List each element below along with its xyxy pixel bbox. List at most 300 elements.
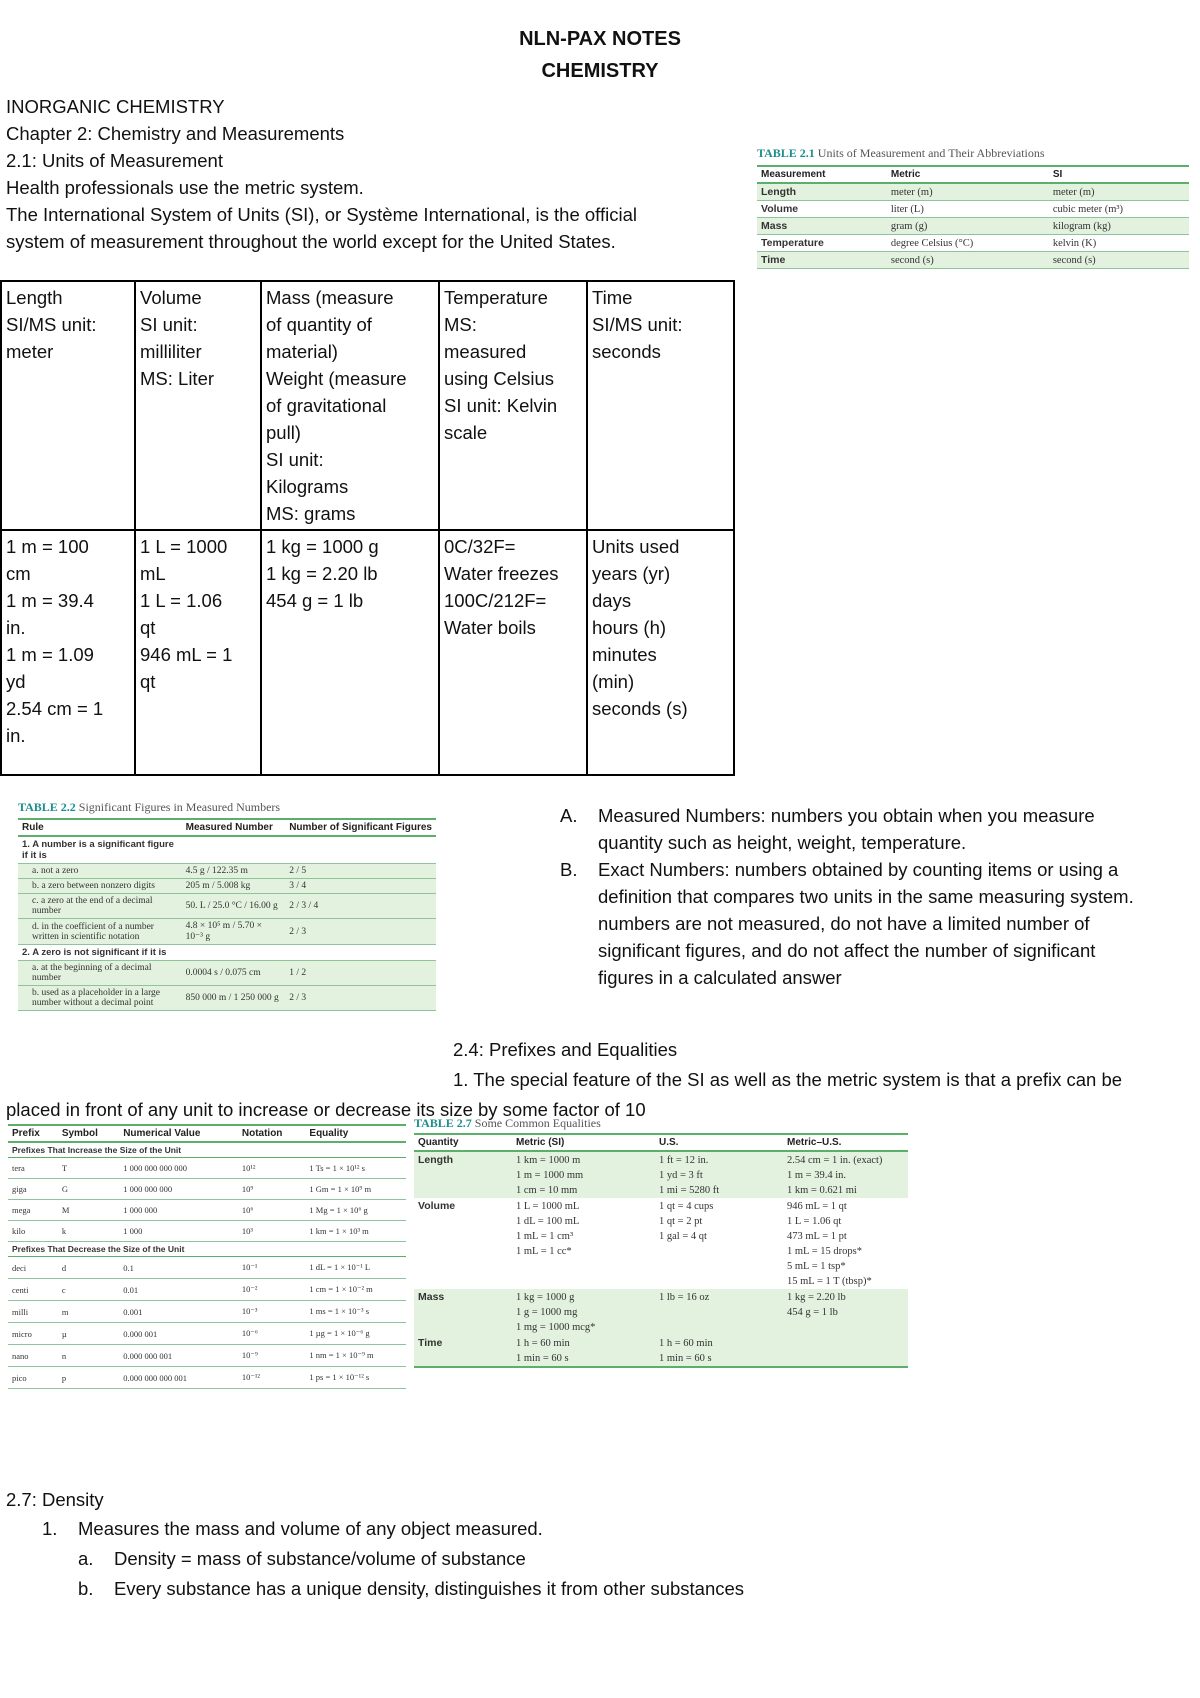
table-cell xyxy=(655,1244,783,1259)
table-row xyxy=(8,1200,406,1221)
table-cell: centi xyxy=(8,1279,58,1301)
table-cell: 3 / 4 xyxy=(285,879,436,894)
table-cell xyxy=(414,1229,512,1244)
density-heading: 2.7: Density xyxy=(6,1489,104,1510)
table-row xyxy=(414,1151,908,1168)
units-cell xyxy=(439,530,587,775)
list-marker: A. xyxy=(560,805,578,826)
cell-line: Time xyxy=(592,287,633,308)
table-cell: 10⁻⁹ xyxy=(238,1345,306,1367)
table-row xyxy=(414,1335,908,1351)
table-cell: 1 h = 60 min xyxy=(655,1335,783,1351)
table-cell: 4.5 g / 122.35 m xyxy=(182,864,286,879)
table-cell: c. a zero at the end of a decimal number xyxy=(18,894,182,919)
cell-line: Length xyxy=(6,287,63,308)
table-cell: 1 Mg = 1 × 10⁶ g xyxy=(305,1200,406,1221)
table-cell: µ xyxy=(58,1323,119,1345)
table-cell: meter (m) xyxy=(887,183,1049,201)
table-2-2 xyxy=(18,800,436,1011)
table-cell xyxy=(783,1351,908,1367)
table-header: Prefix xyxy=(8,1125,58,1142)
table-cell: 2 / 3 xyxy=(285,986,436,1011)
table-header: U.S. xyxy=(655,1134,783,1151)
table-cell: 2 / 5 xyxy=(285,864,436,879)
table-header: Number of Significant Figures xyxy=(285,819,436,836)
table-cell: 10⁻¹ xyxy=(238,1257,306,1279)
table-cell: G xyxy=(58,1179,119,1200)
table-cell: 1 cm = 10 mm xyxy=(512,1183,655,1198)
cell-line: 2.54 cm = 1 xyxy=(6,698,104,719)
table-cell: 1 gal = 4 qt xyxy=(659,1231,707,1242)
cell-line: 1 m = 100 xyxy=(6,536,89,557)
cell-line: in. xyxy=(6,617,26,638)
table-cell xyxy=(783,1320,908,1335)
intro-line: Chapter 2: Chemistry and Measurements xyxy=(6,123,345,144)
table-cell: 0.000 000 000 001 xyxy=(119,1367,238,1389)
table-cell: 1 mL = 1 cm³ xyxy=(516,1231,574,1242)
table-cell: 1 yd = 3 ft xyxy=(655,1168,783,1183)
table-cell: 0.0004 s / 0.075 cm xyxy=(182,961,286,986)
cell-line: using Celsius xyxy=(444,368,555,389)
table-cell xyxy=(182,945,286,961)
table-row xyxy=(757,235,1189,252)
table-cell xyxy=(414,1214,512,1229)
table-row xyxy=(8,1367,406,1389)
table-cell: 0.000 001 xyxy=(119,1323,238,1345)
table-cell: T xyxy=(58,1158,119,1179)
table-header: Rule xyxy=(18,819,182,836)
table-row xyxy=(414,1214,908,1229)
table-header: Quantity xyxy=(414,1134,512,1151)
cell-line: days xyxy=(592,590,632,611)
cell-line: of gravitational xyxy=(266,395,387,416)
cell-line: 0C/32F= xyxy=(444,536,516,557)
table-group-label: Prefixes That Decrease the Size of the Unit xyxy=(8,1242,406,1257)
table-cell: a. not a zero xyxy=(18,864,182,879)
prefixes-line: 1. The special feature of the SI as well as the metric system is that a prefix can be xyxy=(453,1069,1123,1090)
table-cell: 1 mi = 5280 ft xyxy=(655,1183,783,1198)
table-title: Significant Figures in Measured Numbers xyxy=(78,800,281,814)
table-cell: tera xyxy=(8,1158,58,1179)
table-cell: c xyxy=(58,1279,119,1301)
table-cell xyxy=(512,1274,655,1289)
table-cell: 0.000 000 001 xyxy=(119,1345,238,1367)
table-cell xyxy=(414,1244,512,1259)
units-cell xyxy=(1,281,135,530)
table-row xyxy=(757,218,1189,235)
list-line: numbers are not measured, do not have a limited number of xyxy=(598,913,1090,934)
table-cell: a. at the beginning of a decimal number xyxy=(18,961,182,986)
table-cell: 2. A zero is not significant if it is xyxy=(18,945,182,961)
table-row xyxy=(757,252,1189,269)
numbers-list xyxy=(560,802,1196,991)
table-cell: 10³ xyxy=(238,1221,306,1242)
table-cell xyxy=(414,1351,512,1367)
table-header: SI xyxy=(1049,166,1189,183)
table-cell: 1 ft = 12 in. xyxy=(655,1151,783,1168)
cell-line: MS: grams xyxy=(266,503,356,524)
list-line: significant figures, and do not affect the number of significant xyxy=(598,940,1096,961)
table-cell: giga xyxy=(8,1179,58,1200)
table-cell xyxy=(285,945,436,961)
table-cell: 0.001 xyxy=(119,1301,238,1323)
table-cell: mega xyxy=(8,1200,58,1221)
cell-line: measured xyxy=(444,341,527,362)
cell-line: Water boils xyxy=(444,617,536,638)
table-cell xyxy=(655,1274,783,1289)
cell-line: Weight (measure xyxy=(266,368,407,389)
cell-line: material) xyxy=(266,341,338,362)
table-cell: 10⁶ xyxy=(238,1200,306,1221)
units-cell xyxy=(135,530,261,775)
cell-line: SI/MS unit: xyxy=(592,314,683,335)
cell-line: meter xyxy=(6,341,54,362)
table-cell: kelvin (K) xyxy=(1049,235,1189,252)
table-cell: Volume xyxy=(757,201,887,218)
table-cell: 10⁹ xyxy=(238,1179,306,1200)
table-2-7 xyxy=(414,1116,908,1368)
table-cell: m xyxy=(58,1301,119,1323)
table-cell: 0.01 xyxy=(119,1279,238,1301)
cell-line: pull) xyxy=(266,422,301,443)
table-cell: d. in the coefficient of a number written in scientific notation xyxy=(18,919,182,945)
table-header: Metric–U.S. xyxy=(783,1134,908,1151)
table-header: Measured Number xyxy=(182,819,286,836)
units-cell xyxy=(135,281,261,530)
table-cell: cubic meter (m³) xyxy=(1049,201,1189,218)
table-cell xyxy=(414,1168,512,1183)
list-line: Measured Numbers: numbers you obtain when you measure xyxy=(598,805,1095,826)
table-cell xyxy=(414,1183,512,1198)
table-cell: 4.8 × 10⁵ m / 5.70 × 10⁻³ g xyxy=(182,919,286,945)
table-row xyxy=(757,183,1189,201)
table-cell: 1 mL = 1 cc* xyxy=(516,1246,572,1257)
units-cell xyxy=(261,530,439,775)
table-cell: kilo xyxy=(8,1221,58,1242)
cell-line: 454 g = 1 lb xyxy=(266,590,364,611)
cell-line: 1 L = 1.06 xyxy=(140,590,223,611)
table-cell: M xyxy=(58,1200,119,1221)
intro-block xyxy=(6,93,637,255)
table-cell: 1 min = 60 s xyxy=(512,1351,655,1367)
table-cell: b. used as a placeholder in a large number without a decimal point xyxy=(18,986,182,1011)
table-cell: 1 µg = 1 × 10⁻⁶ g xyxy=(305,1323,406,1345)
cell-line: SI unit: xyxy=(140,314,198,335)
table-cell: n xyxy=(58,1345,119,1367)
units-cell xyxy=(261,281,439,530)
cell-line: 1 m = 1.09 xyxy=(6,644,94,665)
table-group-row xyxy=(8,1242,406,1257)
table-header: Numerical Value xyxy=(119,1125,238,1142)
table-cell: second (s) xyxy=(1049,252,1189,269)
table-cell xyxy=(414,1274,512,1289)
intro-line: INORGANIC CHEMISTRY xyxy=(6,96,225,117)
table-cell: 850 000 m / 1 250 000 g xyxy=(182,986,286,1011)
list-line: figures in a calculated answer xyxy=(598,967,842,988)
table-cell: 10⁻² xyxy=(238,1279,306,1301)
table-cell: kilogram (kg) xyxy=(1049,218,1189,235)
table-cell: 1. A number is a significant figure if it is xyxy=(18,836,182,864)
table-cell: 1 000 xyxy=(119,1221,238,1242)
table-row xyxy=(414,1259,908,1274)
table-cell: Length xyxy=(414,1151,512,1168)
cell-line: 1 kg = 1000 g xyxy=(266,536,379,557)
table-cell: 1 000 000 xyxy=(119,1200,238,1221)
table-row xyxy=(8,1257,406,1279)
intro-line: system of measurement throughout the world except for the United States. xyxy=(6,231,616,252)
table-row xyxy=(8,1158,406,1179)
cell-line: years (yr) xyxy=(592,563,671,584)
table-row xyxy=(414,1168,908,1183)
table-cell: Mass xyxy=(414,1289,512,1305)
table-row xyxy=(18,919,436,945)
cell-line: MS: xyxy=(444,314,477,335)
table-cell: nano xyxy=(8,1345,58,1367)
table-2-1 xyxy=(757,146,1189,269)
table-row xyxy=(18,864,436,879)
table-cell: liter (L) xyxy=(887,201,1049,218)
cell-line: SI unit: Kelvin xyxy=(444,395,558,416)
table-cell: second (s) xyxy=(887,252,1049,269)
table-cell: 0.1 xyxy=(119,1257,238,1279)
table-cell: gram (g) xyxy=(887,218,1049,235)
table-row xyxy=(757,201,1189,218)
table-cell xyxy=(655,1259,783,1274)
table-cell: 1 cm = 1 × 10⁻² m xyxy=(305,1279,406,1301)
cell-line: in. xyxy=(6,725,26,746)
table-cell xyxy=(414,1259,512,1274)
density-item: Measures the mass and volume of any object measured. xyxy=(78,1518,543,1539)
table-cell: 1 mL = 15 drops* xyxy=(787,1246,862,1257)
table-cell: 1 Ts = 1 × 10¹² s xyxy=(305,1158,406,1179)
cell-line: scale xyxy=(444,422,488,443)
table-cell xyxy=(655,1320,783,1335)
table-cell: Length xyxy=(757,183,887,201)
table-cell: 1 L = 1000 mL xyxy=(516,1200,580,1212)
table-header: Metric (SI) xyxy=(512,1134,655,1151)
intro-line: Health professionals use the metric system. xyxy=(6,177,364,198)
table-cell: 1 km = 0.621 mi xyxy=(783,1183,908,1198)
units-data-row xyxy=(1,530,734,775)
table-header: Measurement xyxy=(757,166,887,183)
table-row xyxy=(414,1229,908,1244)
table-row xyxy=(8,1221,406,1242)
table-cell: k xyxy=(58,1221,119,1242)
density-sub-marker: b. xyxy=(78,1578,94,1599)
table-cell: 1 dL = 1 × 10⁻¹ L xyxy=(305,1257,406,1279)
list-line: definition that compares two units in the same measuring system. xyxy=(598,886,1134,907)
density-item-marker: 1. xyxy=(42,1518,58,1539)
table-cell: 1 qt = 4 cups xyxy=(659,1200,714,1212)
table-cell: 1 Gm = 1 × 10⁹ m xyxy=(305,1179,406,1200)
table-cell: pico xyxy=(8,1367,58,1389)
cell-line: of quantity of xyxy=(266,314,372,335)
list-line: Exact Numbers: numbers obtained by counting items or using a xyxy=(598,859,1119,880)
density-sub-marker: a. xyxy=(78,1548,94,1569)
table-row xyxy=(414,1183,908,1198)
table-row xyxy=(414,1289,908,1305)
table-cell: 1 m = 1000 mm xyxy=(512,1168,655,1183)
intro-line: The International System of Units (SI), or Système International, is the official xyxy=(6,204,637,225)
table-title: Units of Measurement and Their Abbreviations xyxy=(817,146,1045,160)
table-cell: 1 mg = 1000 mcg* xyxy=(512,1320,655,1335)
cell-line: SI unit: xyxy=(266,449,324,470)
table-cell: 1 / 2 xyxy=(285,961,436,986)
page-subtitle: CHEMISTRY xyxy=(541,60,659,82)
table-cell xyxy=(285,836,436,864)
table-cell xyxy=(414,1305,512,1320)
table-cell: 1 L = 1.06 qt xyxy=(787,1216,842,1227)
table-row xyxy=(414,1274,908,1289)
table-cell: 1 km = 1 × 10³ m xyxy=(305,1221,406,1242)
list-marker: B. xyxy=(560,859,578,880)
table-cell: 10¹² xyxy=(238,1158,306,1179)
table-group-row xyxy=(8,1142,406,1158)
table-row xyxy=(414,1305,908,1320)
cell-line: cm xyxy=(6,563,31,584)
table-cell: 1 min = 60 s xyxy=(655,1351,783,1367)
cell-line: MS: Liter xyxy=(140,368,215,389)
cell-line: seconds xyxy=(592,341,661,362)
table-cell: Time xyxy=(757,252,887,269)
table-cell: 2 / 3 xyxy=(285,919,436,945)
cell-line: mL xyxy=(140,563,166,584)
table-title-number: TABLE 2.1 xyxy=(757,146,815,160)
list-item xyxy=(560,802,1196,856)
table-row xyxy=(18,945,436,961)
cell-line: Kilograms xyxy=(266,476,349,497)
prefixes-line: placed in front of any unit to increase or decrease its size by some factor of 10 xyxy=(6,1099,646,1120)
table-cell: 10⁻¹² xyxy=(238,1367,306,1389)
table-cell xyxy=(783,1335,908,1351)
table-cell: 2 / 3 / 4 xyxy=(285,894,436,919)
table-cell: 473 mL = 1 pt xyxy=(787,1231,847,1242)
table-cell: 50. L / 25.0 °C / 16.00 g xyxy=(182,894,286,919)
cell-line: SI/MS unit: xyxy=(6,314,97,335)
table-cell: 1 qt = 2 pt xyxy=(659,1216,703,1227)
table-title: Some Common Equalities xyxy=(474,1116,601,1130)
cell-line: yd xyxy=(6,671,26,692)
table-row xyxy=(8,1301,406,1323)
list-item xyxy=(560,856,1196,991)
table-cell: meter (m) xyxy=(1049,183,1189,201)
table-group-label: Prefixes That Increase the Size of the Unit xyxy=(8,1142,406,1158)
table-cell: d xyxy=(58,1257,119,1279)
units-cell xyxy=(587,281,734,530)
table-cell: degree Celsius (°C) xyxy=(887,235,1049,252)
table-header: Equality xyxy=(305,1125,406,1142)
table-row xyxy=(18,894,436,919)
table-cell: 1 h = 60 min xyxy=(512,1335,655,1351)
page-title: NLN-PAX NOTES xyxy=(519,28,681,50)
table-row xyxy=(8,1279,406,1301)
table-row xyxy=(8,1345,406,1367)
cell-line: qt xyxy=(140,617,156,638)
table-header: Symbol xyxy=(58,1125,119,1142)
table-cell: 1 km = 1000 m xyxy=(512,1151,655,1168)
cell-line: 100C/212F= xyxy=(444,590,547,611)
cell-line: minutes xyxy=(592,644,657,665)
cell-line: 946 mL = 1 xyxy=(140,644,233,665)
table-cell: 1 g = 1000 mg xyxy=(512,1305,655,1320)
cell-line: Mass (measure xyxy=(266,287,394,308)
prefix-table xyxy=(8,1124,406,1389)
table-cell xyxy=(655,1305,783,1320)
table-cell: p xyxy=(58,1367,119,1389)
table-cell: 1 ps = 1 × 10⁻¹² s xyxy=(305,1367,406,1389)
table-cell xyxy=(182,836,286,864)
table-header: Metric xyxy=(887,166,1049,183)
density-sub-item: Density = mass of substance/volume of substance xyxy=(114,1548,526,1569)
table-cell: 1 ms = 1 × 10⁻³ s xyxy=(305,1301,406,1323)
list-line: quantity such as height, weight, temperature. xyxy=(598,832,967,853)
table-cell: Volume xyxy=(418,1200,456,1212)
cell-line: hours (h) xyxy=(592,617,667,638)
units-cell xyxy=(1,530,135,775)
table-cell: Temperature xyxy=(757,235,887,252)
table-cell: Time xyxy=(414,1335,512,1351)
table-cell: 5 mL = 1 tsp* xyxy=(787,1261,846,1272)
table-cell: Mass xyxy=(757,218,887,235)
cell-line: milliliter xyxy=(140,341,202,362)
units-header-row xyxy=(1,281,734,530)
table-cell: 1 000 000 000 xyxy=(119,1179,238,1200)
cell-line: (min) xyxy=(592,671,635,692)
table-cell: 946 mL = 1 qt xyxy=(787,1200,847,1212)
table-row xyxy=(414,1351,908,1367)
intro-line: 2.1: Units of Measurement xyxy=(6,150,223,171)
table-title-number: TABLE 2.7 xyxy=(414,1116,472,1130)
table-cell: 205 m / 5.008 kg xyxy=(182,879,286,894)
cell-line: Volume xyxy=(140,287,202,308)
cell-line: qt xyxy=(140,671,156,692)
table-row xyxy=(414,1198,908,1214)
table-cell: b. a zero between nonzero digits xyxy=(18,879,182,894)
table-cell: deci xyxy=(8,1257,58,1279)
table-title-number: TABLE 2.2 xyxy=(18,800,76,814)
table-cell: 1 nm = 1 × 10⁻⁹ m xyxy=(305,1345,406,1367)
table-row xyxy=(18,836,436,864)
table-cell: 1 dL = 100 mL xyxy=(516,1216,580,1227)
table-cell: micro xyxy=(8,1323,58,1345)
table-cell: 2.54 cm = 1 in. (exact) xyxy=(783,1151,908,1168)
table-cell: 10⁻³ xyxy=(238,1301,306,1323)
table-cell: 454 g = 1 lb xyxy=(783,1305,908,1320)
table-row xyxy=(18,879,436,894)
table-row xyxy=(8,1179,406,1200)
table-cell: milli xyxy=(8,1301,58,1323)
table-cell xyxy=(512,1259,655,1274)
units-cell xyxy=(587,530,734,775)
table-row xyxy=(18,961,436,986)
cell-line: seconds (s) xyxy=(592,698,688,719)
prefixes-heading: 2.4: Prefixes and Equalities xyxy=(453,1039,678,1060)
table-cell: 1 kg = 2.20 lb xyxy=(783,1289,908,1305)
cell-line: 1 kg = 2.20 lb xyxy=(266,563,378,584)
units-table xyxy=(0,280,735,776)
table-row xyxy=(414,1244,908,1259)
table-cell xyxy=(414,1320,512,1335)
table-cell: 1 lb = 16 oz xyxy=(655,1289,783,1305)
cell-line: Water freezes xyxy=(444,563,559,584)
cell-line: 1 L = 1000 xyxy=(140,536,228,557)
table-cell: 1 m = 39.4 in. xyxy=(783,1168,908,1183)
density-sub-item: Every substance has a unique density, distinguishes it from other substances xyxy=(114,1578,745,1599)
table-row xyxy=(414,1320,908,1335)
table-header: Notation xyxy=(238,1125,306,1142)
units-cell xyxy=(439,281,587,530)
table-cell: 1 000 000 000 000 xyxy=(119,1158,238,1179)
